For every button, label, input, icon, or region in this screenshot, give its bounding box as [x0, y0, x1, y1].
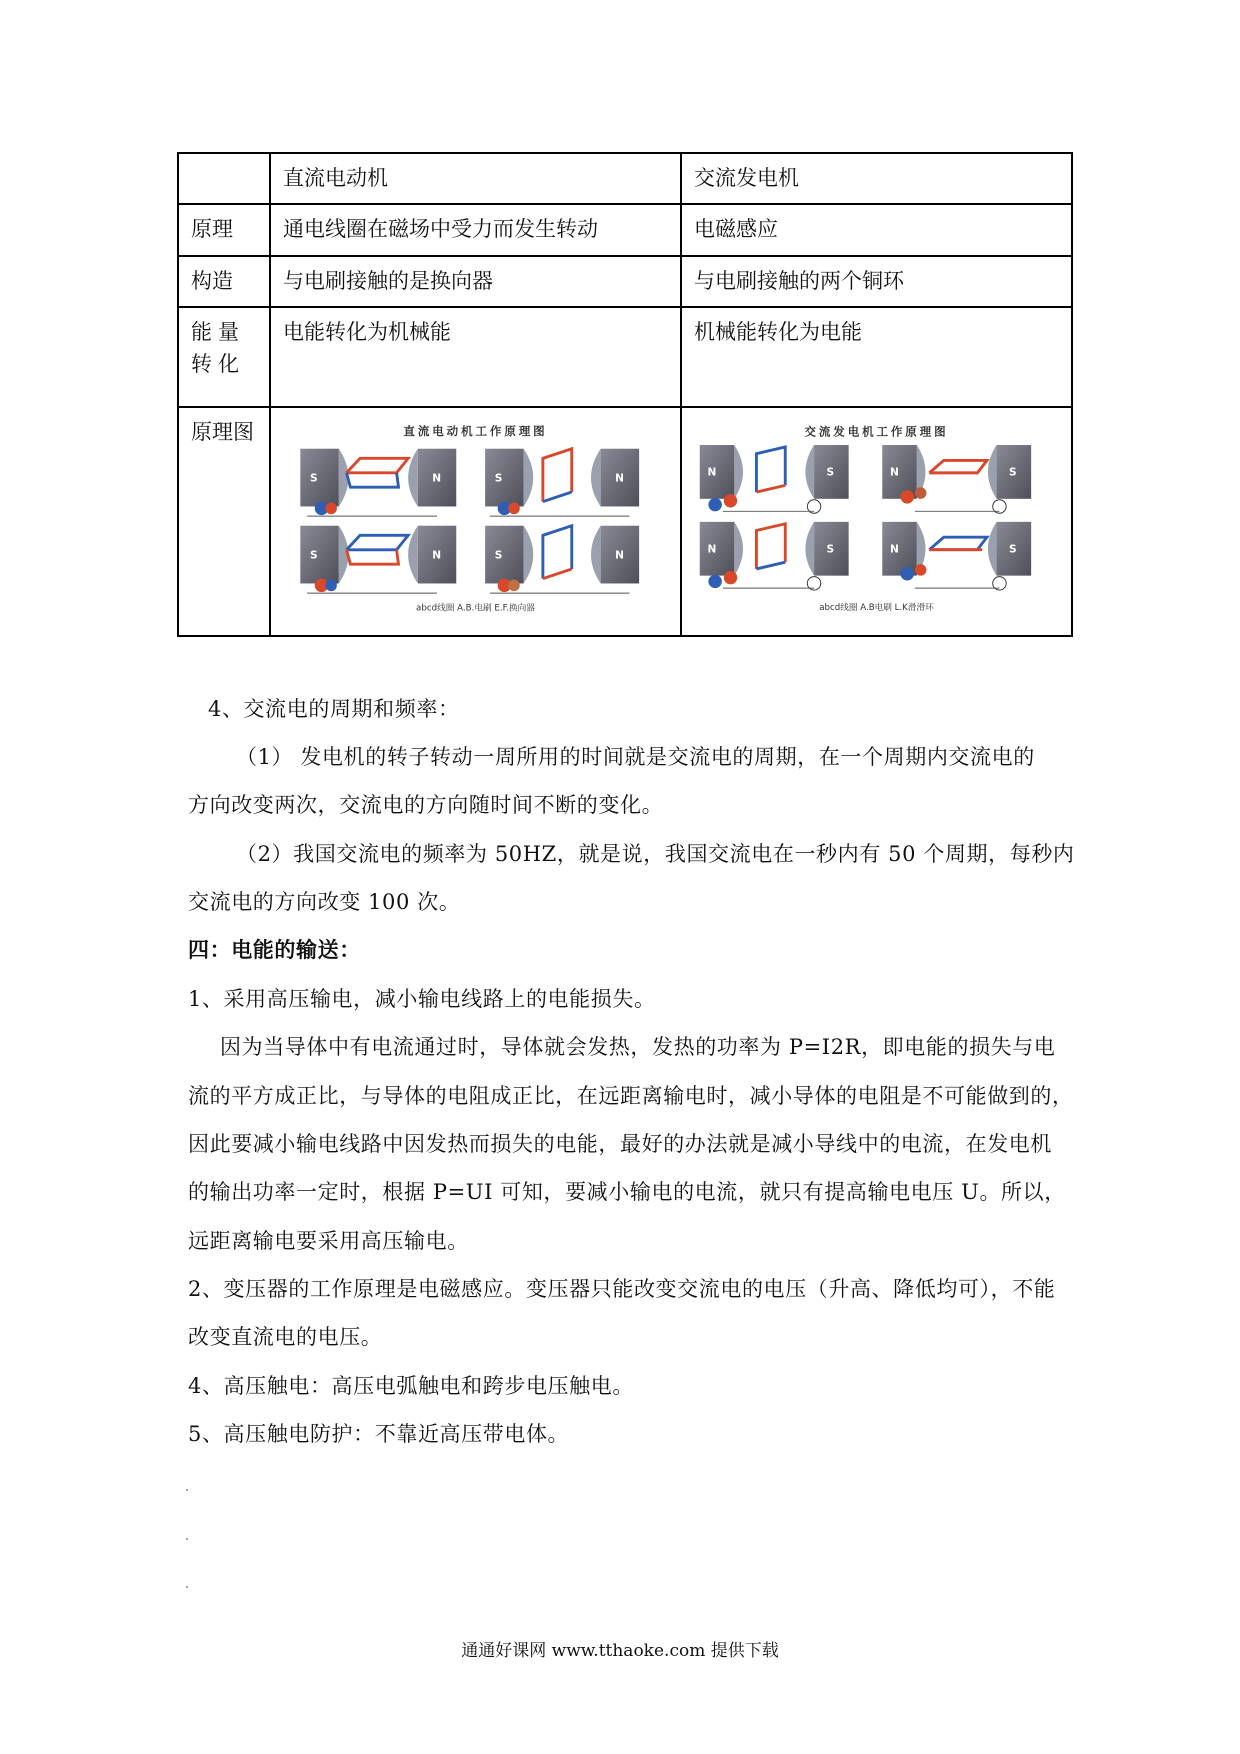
- svg-text:S: S: [309, 549, 318, 562]
- section4-p2-line2: 交流电的方向改变 100 次。: [188, 890, 461, 914]
- part4-para-line: 的输出功率一定时，根据 P=UI 可知，要减小输电的电流，就只有提高输电电压 U。所以，: [188, 1180, 1066, 1204]
- table-row: [178, 204, 1072, 256]
- ac-diagram-title: 交流发电机工作原理图: [804, 424, 949, 439]
- dc-panel-3: [300, 526, 456, 593]
- svg-text:S: S: [1009, 466, 1017, 479]
- svg-text:N: N: [432, 549, 442, 562]
- ac-cell: 电磁感应: [681, 204, 1072, 256]
- part4-para-line: 流的平方成正比，与导体的电阻成正比，在远距离输电时，减小导体的电阻是不可能做到的，: [188, 1084, 1074, 1108]
- ac-diagram-caption: abcd线圈 A.B电刷 L.K滑滑环: [819, 603, 934, 614]
- svg-text:N: N: [889, 543, 899, 556]
- table-header-row: [178, 153, 1072, 204]
- section4-p2-line1: （2）我国交流电的频率为 50HZ，就是说，我国交流电在一秒内有 50 个周期，每秒内: [236, 842, 1075, 866]
- svg-text:S: S: [309, 472, 318, 485]
- ac-generator-diagram: [694, 416, 1059, 621]
- ac-cell: 与电刷接触的两个铜环: [681, 256, 1072, 307]
- dc-diagram-cell: [270, 407, 681, 636]
- part4-item4: 4、高压触电：高压电弧触电和跨步电压触电。: [188, 1374, 634, 1398]
- dc-panel-4: [485, 526, 639, 593]
- dc-cell: 与电刷接触的是换向器: [270, 256, 681, 307]
- part4-para-line: 因此要减小输电线路中因发热而损失的电能，最好的办法就是减小导线中的电流，在发电机: [188, 1132, 1052, 1156]
- row-label: 能量转化: [178, 307, 270, 407]
- dc-panel-1: [300, 449, 456, 516]
- ac-diagram-cell: [681, 407, 1072, 636]
- footer-text: 通通好课网 www.tthaoke.com 提供下载: [461, 1641, 779, 1661]
- ac-panel-3: [700, 522, 849, 590]
- stray-dot: [186, 1538, 188, 1540]
- row-label: 原理: [178, 204, 270, 256]
- ac-panel-2: [882, 445, 1031, 513]
- ac-panel-1: [700, 445, 849, 513]
- table-row: [178, 307, 1072, 407]
- dc-panel-2: [485, 449, 639, 516]
- part4-item5: 5、高压触电防护：不靠近高压带电体。: [188, 1422, 570, 1446]
- comparison-table: [177, 152, 1073, 637]
- table-row: [178, 407, 1072, 636]
- svg-text:N: N: [707, 466, 717, 479]
- row-label: 原理图: [178, 407, 270, 636]
- dc-motor-diagram: [283, 416, 668, 621]
- part4-item2-line1: 2、变压器的工作原理是电磁感应。变压器只能改变交流电的电压（升高、降低均可），不能: [188, 1277, 1056, 1301]
- dc-diagram-caption: abcd线圈 A.B.电刷 E.F.换向器: [416, 603, 535, 614]
- stray-dot: [186, 1586, 188, 1588]
- svg-text:N: N: [432, 472, 442, 485]
- svg-text:S: S: [1009, 543, 1017, 556]
- ac-cell: 机械能转化为电能: [681, 307, 1072, 407]
- stray-dot: [186, 1489, 188, 1491]
- header-empty-cell: [178, 153, 270, 204]
- part4-heading: 四：电能的输送：: [188, 938, 361, 962]
- svg-text:S: S: [826, 466, 835, 479]
- svg-text:N: N: [615, 549, 624, 562]
- svg-text:S: S: [826, 543, 835, 556]
- section4-heading: 4、交流电的周期和频率：: [208, 697, 460, 721]
- dc-cell: 电能转化为机械能: [270, 307, 681, 407]
- part4-para-line: 因为当导体中有电流通过时，导体就会发热，发热的功率为 P=I2R，即电能的损失与电: [220, 1035, 1056, 1059]
- row-label: 构造: [178, 256, 270, 307]
- part4-item2-line2: 改变直流电的电压。: [188, 1325, 383, 1349]
- part4-item1: 1、采用高压输电，减小输电线路上的电能损失。: [188, 987, 656, 1011]
- svg-text:N: N: [889, 466, 899, 479]
- svg-text:S: S: [494, 472, 503, 485]
- header-dc-motor: 直流电动机: [270, 153, 681, 204]
- table-row: [178, 256, 1072, 307]
- svg-text:N: N: [707, 543, 717, 556]
- ac-panel-4: [882, 522, 1031, 590]
- header-ac-generator: 交流发电机: [681, 153, 1072, 204]
- dc-diagram-title: 直流电动机工作原理图: [403, 424, 548, 439]
- dc-cell: 通电线圈在磁场中受力而发生转动: [270, 204, 681, 256]
- section4-p1-line2: 方向改变两次，交流电的方向随时间不断的变化。: [188, 793, 664, 817]
- svg-text:S: S: [494, 549, 503, 562]
- section4-p1-line1: （1） 发电机的转子转动一周所用的时间就是交流电的周期，在一个周期内交流电的: [236, 745, 1035, 769]
- svg-text:N: N: [615, 472, 624, 485]
- part4-para-line: 远距离输电要采用高压输电。: [188, 1229, 469, 1253]
